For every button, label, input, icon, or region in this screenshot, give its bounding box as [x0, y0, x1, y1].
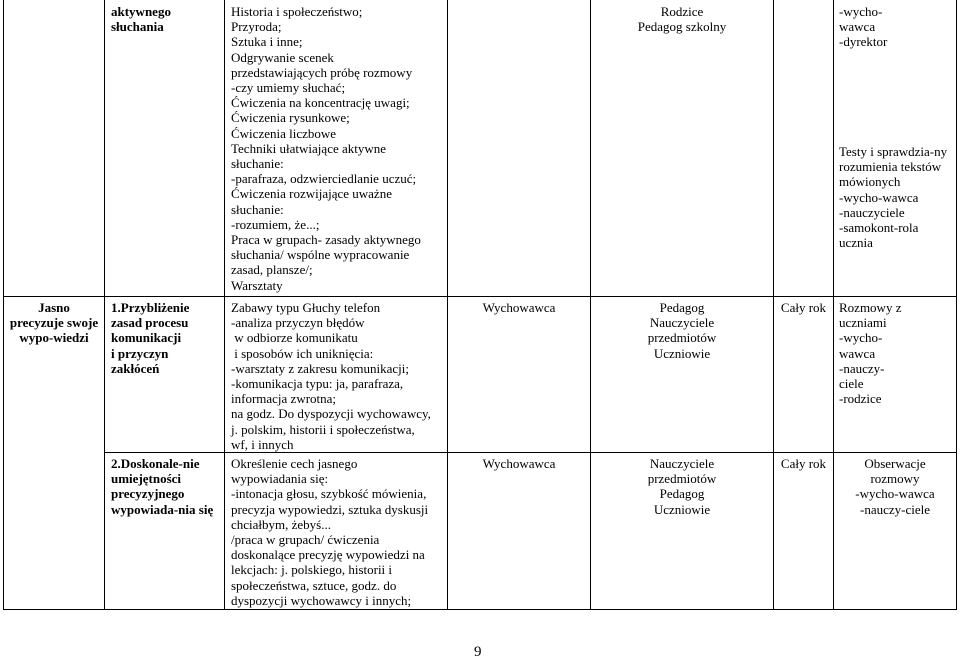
text-line: -nauczy- [839, 360, 885, 376]
text-line: -wycho-wawca [839, 189, 919, 205]
table-divider-col6 [833, 0, 834, 610]
text-line: zakłóceń [111, 360, 160, 376]
text-line: Rozmowy z [839, 300, 902, 315]
evaluation-mid [839, 300, 901, 406]
text-line: -samokont-rola [839, 220, 919, 236]
table-divider-col1 [104, 0, 105, 610]
text-line: wf, i innych [231, 436, 294, 452]
text-line: 1.Przybliżenie [111, 300, 190, 315]
term-bottom [774, 456, 833, 471]
responsible-bottom [448, 456, 590, 471]
text-line: słuchania/ wspólne wypracowanie [231, 247, 410, 263]
text-line: lekcjach: j. polskiego, historii i [231, 562, 393, 578]
text-line: j. polskim, historii i społeczeństwa, [231, 421, 415, 437]
text-line: Pedagog [659, 300, 705, 315]
text-line: Określenie cech jasnego [231, 456, 358, 471]
text-line: Obserwacje [864, 456, 926, 471]
text-line: ciele [839, 376, 864, 392]
text-line: społeczeństwa, sztuce, godz. do [231, 577, 397, 593]
evaluation-tests [839, 144, 947, 250]
text-line: Wychowawca [482, 456, 556, 471]
participants-top [591, 4, 773, 34]
text-line: słuchania [111, 19, 164, 35]
table-border-bottom [3, 609, 957, 610]
text-line: precyzja wypowiedzi, sztuka dyskusji [231, 501, 429, 517]
text-line: Nauczyciele [649, 315, 715, 331]
text-line: Pedagog szkolny [637, 19, 727, 35]
goal-doskonalenie [111, 456, 213, 517]
text-line: rozumienia tekstów [839, 159, 942, 175]
text-line: 2.Doskonale-nie [111, 456, 200, 471]
text-line: -wycho- [839, 4, 883, 19]
text-line: w odbiorze komunikatu [231, 330, 358, 346]
text-line: uczniami [839, 315, 887, 331]
table-border-right [956, 0, 957, 610]
text-line: -rozumiem, że...; [231, 216, 320, 232]
text-line: -wycho-wawca [855, 486, 935, 502]
text-line: Historia i społeczeństwo; [231, 4, 363, 19]
text-line: przedmiotów [647, 330, 717, 346]
text-line: -warsztaty z zakresu komunikacji; [231, 360, 409, 376]
text-line: przedstawiających próbę rozmowy [231, 64, 413, 80]
text-line: Ćwiczenia liczbowe [231, 125, 337, 141]
text-line: wypowiadania się: [231, 471, 329, 487]
text-line: Jasno [38, 300, 70, 315]
text-line: wawca [839, 345, 876, 361]
participants-bottom [591, 456, 773, 517]
text-line: zasad procesu [111, 315, 189, 331]
text-line: Warsztaty [231, 277, 283, 293]
text-line: -dyrektor [839, 34, 888, 50]
text-line: Uczniowie [653, 501, 711, 517]
text-line: -rodzice [839, 391, 882, 407]
evaluation-bottom [834, 456, 956, 517]
text-line: /praca w grupach/ ćwiczenia [231, 532, 380, 548]
table-divider-col2 [224, 0, 225, 610]
text-line: -czy umiemy słuchać; [231, 80, 346, 96]
text-line: Ćwiczenia rozwijające uważne [231, 186, 392, 202]
page-number: 9 [474, 644, 482, 660]
methods-aktywne-sluchanie [231, 4, 421, 293]
text-line: ucznia [839, 235, 873, 251]
text-line: Odgrywanie scenek [231, 49, 334, 65]
text-line: Cały rok [780, 300, 827, 315]
text-line: rozmowy [870, 471, 920, 487]
text-line: -parafraza, odzwierciedlanie uczuć; [231, 171, 417, 187]
text-line: informacja zwrotna; [231, 391, 337, 407]
text-line: przedmiotów [647, 471, 717, 487]
text-line: Przyroda; [231, 19, 282, 35]
text-line: chciałbym, żebyś... [231, 516, 331, 532]
text-line: i sposobów ich uniknięcia: [231, 345, 374, 361]
table-row-divider-2 [104, 452, 957, 453]
methods-doskonalenie [231, 456, 428, 608]
table-row-divider-1 [3, 296, 957, 297]
text-line: wypo-wiedzi [19, 330, 89, 346]
text-line: wawca [839, 19, 876, 35]
text-line: precyzyjnego [111, 486, 185, 502]
text-line: -analiza przyczyn błędów [231, 315, 365, 331]
skill-jasno-precyzuje [4, 300, 104, 346]
text-line: mówionych [839, 174, 901, 190]
term-mid [774, 300, 833, 315]
goal-aktywne-sluchanie [111, 4, 171, 34]
text-line: Ćwiczenia na koncentrację uwagi; [231, 95, 410, 111]
text-line: Cały rok [780, 456, 827, 471]
text-line: -wycho- [839, 330, 883, 346]
text-line: -nauczy-ciele [859, 501, 930, 517]
text-line: Testy i sprawdzia-ny [839, 144, 948, 159]
text-line: Pedagog [659, 486, 705, 502]
text-line: zasad, plansze/; [231, 262, 313, 278]
text-line: Uczniowie [653, 345, 711, 361]
text-line: na godz. Do dyspozycji wychowawcy, [231, 406, 431, 422]
participants-mid [591, 300, 773, 361]
text-line: i przyczyn [111, 345, 169, 361]
text-line: dyspozycji wychowawcy i innych; [231, 592, 412, 608]
text-line: komunikacji [111, 330, 182, 346]
evaluation-top [839, 4, 887, 50]
text-line: aktywnego [111, 4, 171, 19]
text-line: -komunikacja typu: ja, parafraza, [231, 376, 404, 392]
text-line: wypowiada-nia się [111, 501, 214, 517]
text-line: Wychowawca [482, 300, 556, 315]
text-line: słuchanie: [231, 201, 284, 217]
text-line: -intonacja głosu, szybkość mówienia, [231, 486, 427, 502]
responsible-mid [448, 300, 590, 315]
text-line: Zabawy typu Głuchy telefon [231, 300, 381, 315]
methods-przyblizenie [231, 300, 431, 452]
text-line: precyzuje swoje [9, 315, 99, 331]
text-line: umiejętności [111, 471, 182, 487]
text-line: Ćwiczenia rysunkowe; [231, 110, 350, 126]
text-line: Sztuka i inne; [231, 34, 303, 50]
text-line: doskonalące precyzję wypowiedzi na [231, 547, 425, 563]
text-line: słuchanie: [231, 156, 284, 172]
text-line: Rodzice [660, 4, 704, 19]
text-line: Praca w grupach- zasady aktywnego [231, 232, 421, 248]
text-line: -nauczyciele [839, 204, 905, 220]
text-line: Nauczyciele [649, 456, 715, 471]
goal-przyblizenie [111, 300, 189, 376]
text-line: Techniki ułatwiające aktywne [231, 140, 387, 156]
